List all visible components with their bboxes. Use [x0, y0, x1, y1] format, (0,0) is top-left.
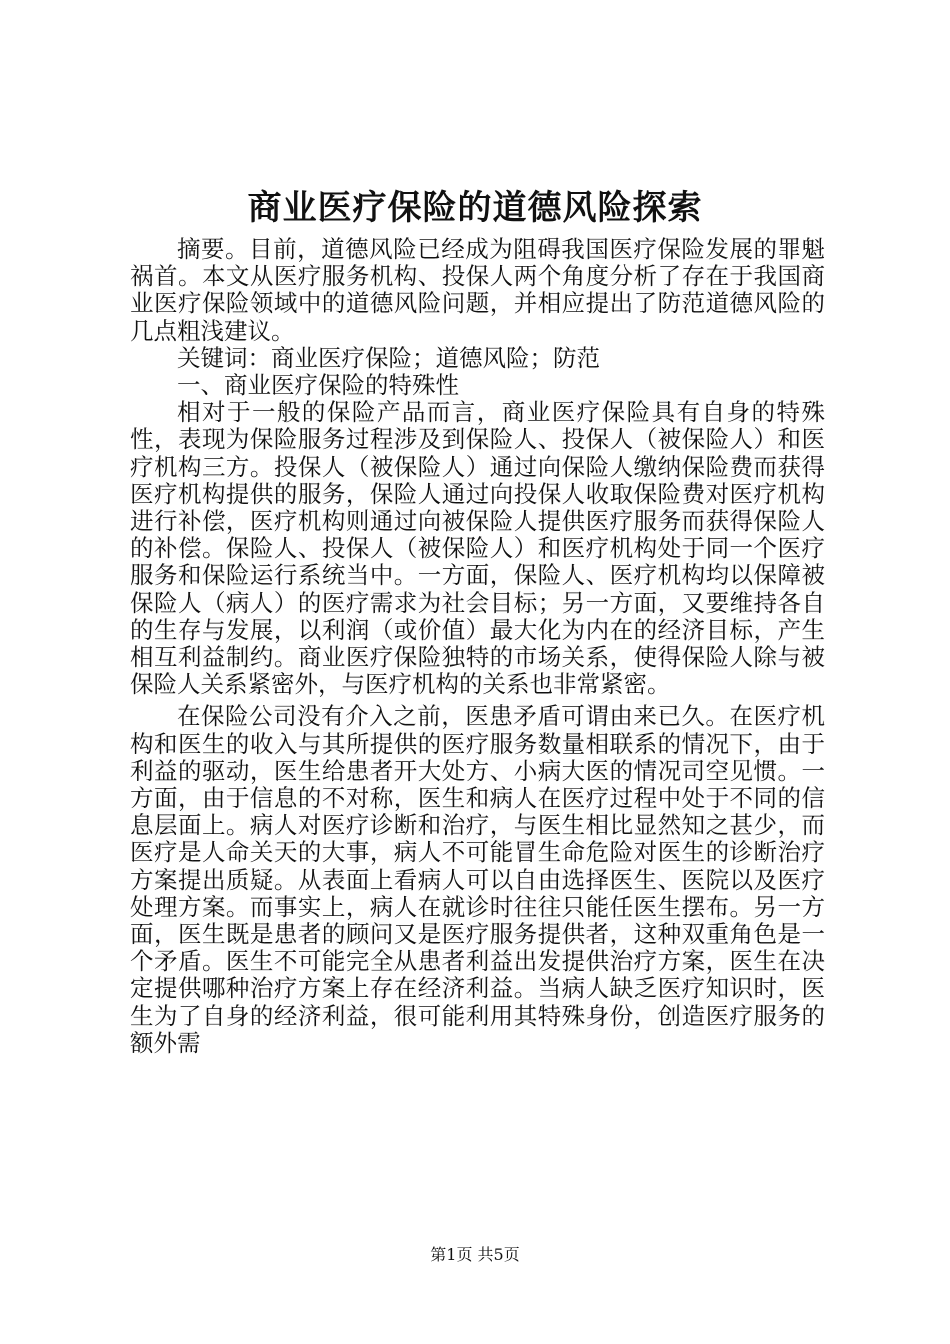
section-heading: 一、商业医疗保险的特殊性 — [177, 371, 459, 400]
document-title: 商业医疗保险的道德风险探索 — [247, 188, 703, 228]
document-body — [130, 236, 825, 1057]
body-paragraph: 相对于一般的保险产品而言，商业医疗保险具有自身的特殊性，表现为保险服务过程涉及到保险人、投保人（被保险人）和医疗机构三方。投保人（被保险人）通过向保险人缴纳保险费而获得医疗机构提供的服务，保险人通过向投保人收取保险费对医疗机构进行补偿，医疗机构则通过向被保险人提供医疗服务而获得保险人的补偿。保险人、投保人（被保险人）和医疗机构处于同一个医疗服务和保险运行系统当中。一方面，保险人、医疗机构均以保障被保险人（病人）的医疗需求为社会目标；另一方面，又要维持各自的生存与发展，以利润（或价值）最大化为内在的经济目标，产生相互利益制约。商业医疗保险独特的市场关系，使得保险人除与被保险人关系紧密外，与医疗机构的关系也非常紧密。 — [130, 398, 825, 699]
body-paragraph: 在保险公司没有介入之前，医患矛盾可谓由来已久。在医疗机构和医生的收入与其所提供的医疗服务数量相联系的情况下，由于利益的驱动，医生给患者开大处方、小病大医的情况司空见惯。一方面，由于信息的不对称，医生和病人在医疗过程中处于不同的信息层面上。病人对医疗诊断和治疗，与医生相比显然知之甚少，而医疗是人命关天的大事，病人不可能冒生命危险对医生的诊断治疗方案提出质疑。从表面上看病人可以自由选择医生、医院以及医疗处理方案。而事实上，病人在就诊时往往只能任医生摆布。另一方面，医生既是患者的顾问又是医疗服务提供者，这种双重角色是一个矛盾。医生不可能完全从患者利益出发提供治疗方案，医生在决定提供哪种治疗方案上存在经济利益。当病人缺乏医疗知识时，医生为了自身的经济利益，很可能利用其特殊身份，创造医疗服务的额外需 — [130, 702, 825, 1057]
page-footer: 第1页 共5页 — [430, 1245, 520, 1264]
keywords-line: 关键词：商业医疗保险；道德风险；防范 — [177, 343, 600, 372]
abstract-paragraph: 摘要。目前，道德风险已经成为阻碍我国医疗保险发展的罪魁祸首。本文从医疗服务机构、投保人两个角度分析了存在于我国商业医疗保险领域中的道德风险问题，并相应提出了防范道德风险的几点粗浅建议。 — [130, 235, 825, 345]
